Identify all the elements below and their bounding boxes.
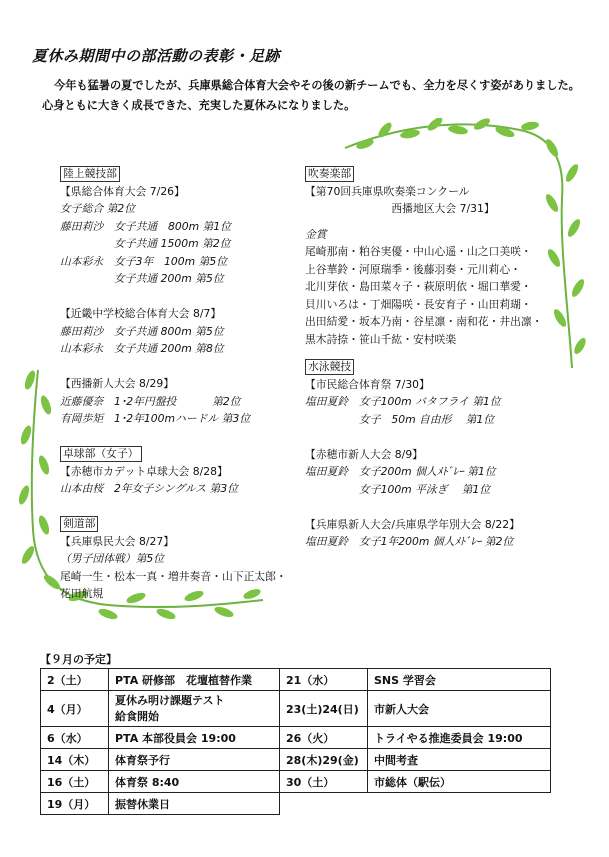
result-line: 藤田莉沙 女子共通 800m 第5位 — [60, 324, 224, 338]
schedule-event: 市総体（駅伝） — [368, 771, 551, 793]
result-line: 近藤優奈 1･2年円盤投 第2位 — [60, 394, 241, 408]
schedule-date: 16（土） — [41, 771, 109, 793]
schedule-date: 4（月） — [41, 691, 109, 727]
schedule-date: 2（土） — [41, 669, 109, 691]
result-line: 花田航規 — [60, 587, 104, 600]
result-line: 尾崎那南・粕谷実優・中山心遥・山之口美咲・ — [305, 245, 532, 258]
schedule-event: 体育祭予行 — [109, 749, 280, 771]
result-line: 【赤穂市カデット卓球大会 8/28】 — [60, 464, 228, 478]
schedule-event: SNS 学習会 — [368, 669, 551, 691]
right-column — [305, 165, 543, 551]
schedule-date: 30（土） — [280, 771, 368, 793]
schedule-date: 26（火） — [280, 727, 368, 749]
result-line: 塩田夏鈴 女子200m 個人ﾒﾄﾞﾚｰ 第1位 — [305, 465, 496, 478]
schedule-date: 14（木） — [41, 749, 109, 771]
intro-paragraph: 今年も猛暑の夏でしたが、兵庫県総合体育大会やその後の新チームでも、全力を尽くす姿がありました。心身ともに大きく成長できた、充実した夏休みになりました。 — [42, 79, 580, 112]
table-row — [41, 727, 551, 749]
result-line: 黒木詩捺・笹山千紘・安村咲楽 — [305, 332, 457, 346]
result-line: 上谷華鈴・河原瑞季・後藤羽奏・元川莉心・ — [305, 262, 521, 276]
schedule-event: PTA 本部役員会 19:00 — [109, 727, 280, 749]
schedule-date: 28(木)29(金) — [280, 749, 368, 771]
result-line: 西播地区大会 7/31】 — [305, 202, 495, 215]
schedule-event: 中間考査 — [368, 749, 551, 771]
result-line: 女子総合 第2位 — [60, 202, 136, 215]
result-line: 女子100m 平泳ぎ 第1位 — [305, 482, 491, 496]
schedule-date: 6（水） — [41, 727, 109, 749]
result-line: 塩田夏鈴 女子100m バタフライ 第1位 — [305, 395, 501, 408]
schedule-date: 23(土)24(日) — [280, 691, 368, 727]
result-line: 【兵庫県民大会 8/27】 — [60, 534, 175, 548]
result-line: 【第70回兵庫県吹奏楽コンクール — [305, 184, 470, 198]
left-column — [60, 165, 287, 603]
schedule-date: 21（水） — [280, 669, 368, 691]
section-head-takkyu: 卓球部（女子） — [60, 446, 142, 462]
schedule-event: 体育祭 8:40 — [109, 771, 280, 793]
result-line: 女子共通 200m 第5位 — [60, 272, 224, 285]
result-line: 北川芽依・島田菜々子・萩原明依・堀口華愛・ — [305, 280, 532, 293]
result-line: 山本彩永 女子共通 200m 第8位 — [60, 342, 224, 355]
result-line: 藤田莉沙 女子共通 800m 第1位 — [60, 219, 231, 233]
schedule-table — [40, 668, 551, 815]
table-row — [41, 771, 551, 793]
schedule-event: 夏休み明け課題テスト 給食開始 — [109, 691, 280, 727]
result-line: 女子 50m 自由形 第1位 — [305, 412, 495, 426]
section-head-kendo: 剣道部 — [60, 516, 98, 532]
schedule-event: トライやる推進委員会 19:00 — [368, 727, 551, 749]
section-head-suisogaku: 吹奏楽部 — [305, 166, 354, 182]
table-row — [41, 669, 551, 691]
result-line: 【赤穂市新人大会 8/9】 — [305, 447, 423, 461]
result-line: 金賞 — [305, 227, 327, 241]
schedule-event: 振替休業日 — [109, 793, 280, 815]
result-line: 山本由桜 2年女子シングルス 第3位 — [60, 482, 238, 495]
result-line: 貝川いろは・丁畑陽咲・長安育子・山田莉瑚・ — [305, 297, 532, 311]
result-line: 【近畿中学校総合体育大会 8/7】 — [60, 307, 222, 320]
schedule-event: PTA 研修部 花壇植替作業 — [109, 669, 280, 691]
result-line: 山本彩永 女子3年 100m 第5位 — [60, 254, 228, 268]
result-line: （男子団体戦）第5位 — [60, 552, 165, 565]
result-line: 【西播新人大会 8/29】 — [60, 377, 175, 390]
table-row — [41, 749, 551, 771]
schedule-event: 市新人大会 — [368, 691, 551, 727]
table-row — [41, 691, 551, 727]
section-head-rikujo: 陸上競技部 — [60, 166, 120, 182]
result-line: 有岡歩矩 1･2年100mハードル 第3位 — [60, 412, 251, 425]
table-row — [41, 793, 551, 815]
result-line: 塩田夏鈴 女子1年200m 個人ﾒﾄﾞﾚｰ 第2位 — [305, 535, 514, 548]
result-line: 【市民総合体育祭 7/30】 — [305, 377, 430, 391]
page-title: 夏休み期間中の部活動の表彰・足跡 — [32, 47, 281, 65]
schedule-label: 【９月の予定】 — [40, 653, 117, 666]
result-line: 尾崎一生・松本一真・増井奏音・山下正太郎・ — [60, 569, 287, 583]
section-head-suiei: 水泳競技 — [305, 359, 354, 375]
result-line: 【兵庫県新人大会/兵庫県学年別大会 8/22】 — [305, 517, 520, 531]
schedule-date: 19（月） — [41, 793, 109, 815]
result-line: 【県総合体育大会 7/26】 — [60, 184, 185, 198]
result-line: 出田結愛・坂本乃南・谷星凛・南和花・井出凛・ — [305, 315, 543, 328]
result-line: 女子共通 1500m 第2位 — [60, 237, 231, 250]
